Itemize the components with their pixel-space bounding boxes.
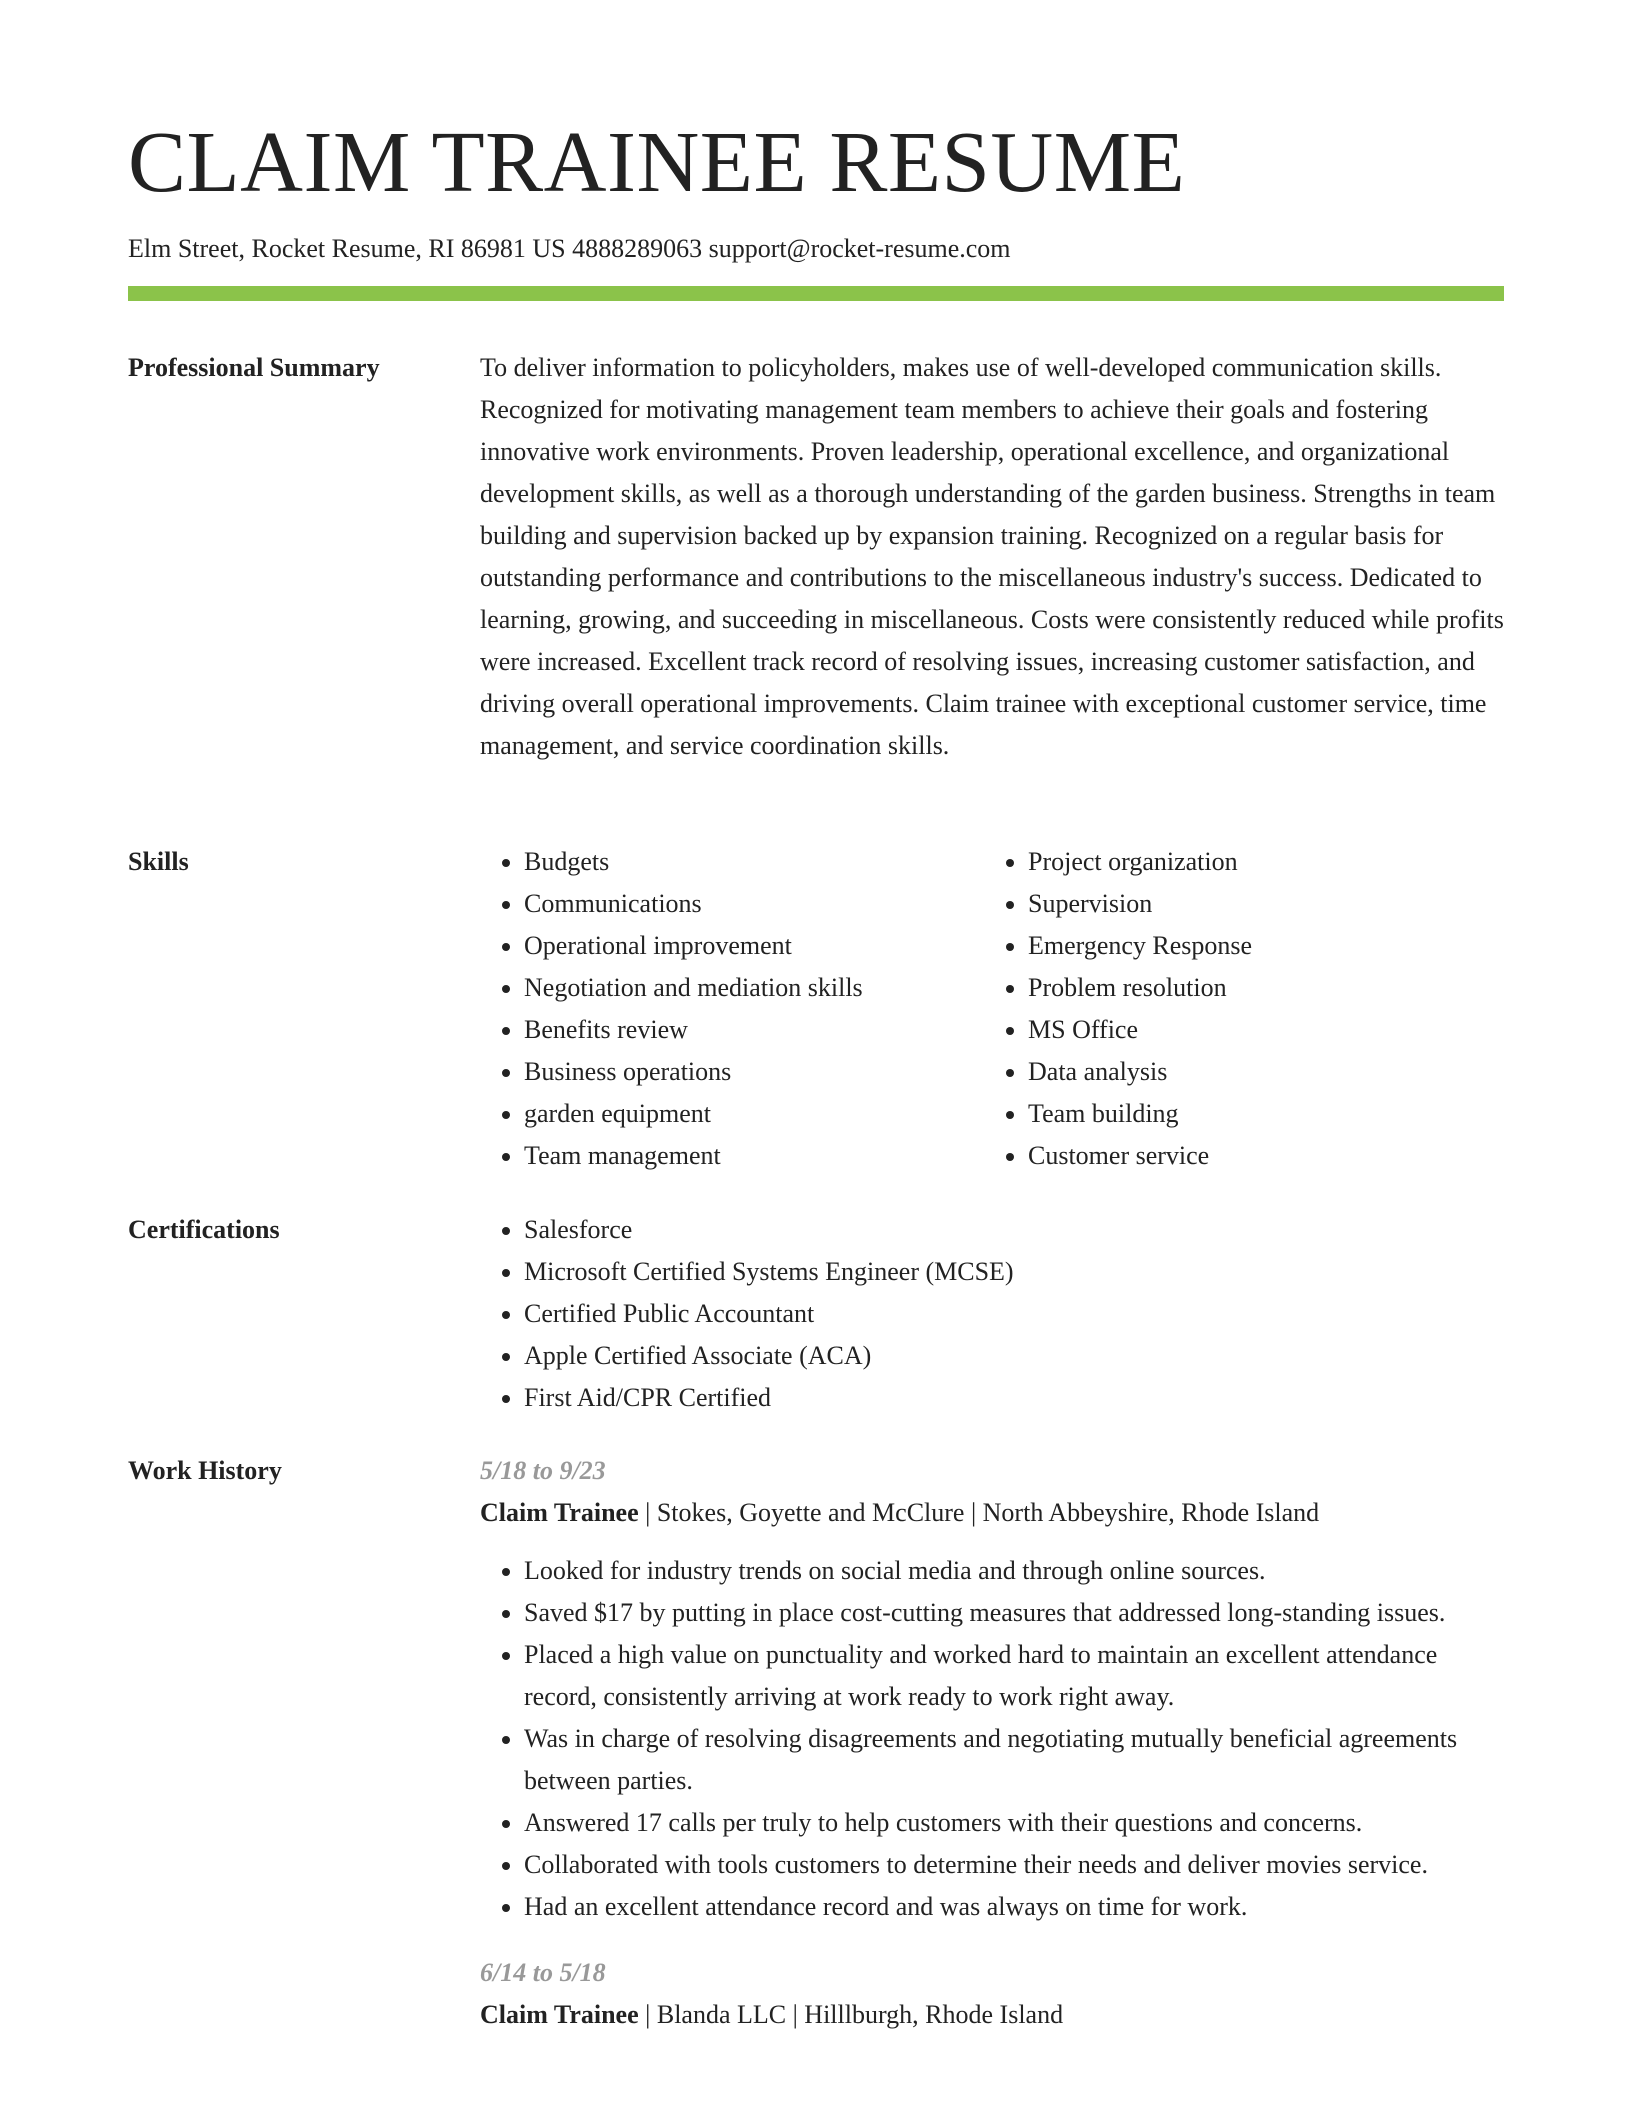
certification-item: • Salesforce [524,1209,1504,1251]
job-bullet: • Was in charge of resolving disagreements and negotiating mutually beneficial agreements between parties. [524,1718,1504,1802]
work-history-label: Work History [128,1456,282,1485]
skill-item: • Team management [524,1135,984,1177]
skill-item: • MS Office [1028,1009,1488,1051]
skill-item: • Negotiation and mediation skills [524,967,984,1009]
summary-label: Professional Summary [128,353,380,382]
job-employer-location: | Blanda LLC | Hilllburgh, Rhode Island [638,2000,1064,2029]
summary-text: To deliver information to policyholders, makes use of well-developed communication skills. Recognized for motivating management team members to achieve their goals and fostering innovative work environments. Proven leadership, operational excellence, and organizational development skills, as well as a thorough understanding of the garden business. Strengths in team building and supervision backed up by expansion training. Recognized on a regular basis for outstanding performance and contributions to the miscellaneous industry's success. Dedicated to learning, growing, and succeeding in miscellaneous. Costs were consistently reduced while profits were increased. Excellent track record of resolving issues, increasing customer satisfaction, and driving overall operational improvements. Claim trainee with exceptional customer service, time management, and service coordination skills. [480,353,1504,760]
skill-item: • Project organization [1028,841,1488,883]
job-title: Claim Trainee [480,2000,639,2029]
certifications-body [480,1209,1504,1419]
skills-label: Skills [128,847,189,876]
skill-item: • Budgets [524,841,984,883]
skill-item: • Business operations [524,1051,984,1093]
job-bullet: • Had an excellent attendance record and was always on time for work. [524,1886,1504,1928]
job-bullet: • Answered 17 calls per truly to help customers with their questions and concerns. [524,1802,1504,1844]
skill-item: • Team building [1028,1093,1488,1135]
certification-item: • Certified Public Accountant [524,1293,1504,1335]
job-dates: 6/14 to 5/18 [480,1958,606,1987]
job-bullets [480,1550,1504,1928]
header-divider [128,286,1504,301]
skills-column-right [984,841,1488,1177]
job-bullet: • Collaborated with tools customers to determine their needs and deliver movies service. [524,1844,1504,1886]
contact-info: Elm Street, Rocket Resume, RI 86981 US 4888289063 support@rocket-resume.com [128,234,1011,263]
skill-item: • Data analysis [1028,1051,1488,1093]
job-title: Claim Trainee [480,1498,639,1527]
resume-title: CLAIM TRAINEE RESUME [128,113,1186,210]
skills-body [480,841,1504,1177]
job-employer-location: | Stokes, Goyette and McClure | North Abbeyshire, Rhode Island [638,1498,1320,1527]
certification-item: • First Aid/CPR Certified [524,1377,1504,1419]
job-entry [480,1450,1504,1928]
certifications-label: Certifications [128,1215,280,1244]
job-dates: 5/18 to 9/23 [480,1456,606,1485]
skill-item: • garden equipment [524,1093,984,1135]
summary-body [480,347,1504,767]
job-entry [480,1952,1504,2036]
skill-item: • Customer service [1028,1135,1488,1177]
work-history-body [480,1450,1504,2060]
job-bullet: • Saved $17 by putting in place cost-cutting measures that addressed long-standing issues. [524,1592,1504,1634]
skills-column-left [480,841,984,1177]
certification-item: • Microsoft Certified Systems Engineer (MCSE) [524,1251,1504,1293]
skill-item: • Emergency Response [1028,925,1488,967]
skill-item: • Problem resolution [1028,967,1488,1009]
job-heading [480,1492,1504,1534]
skill-item: • Benefits review [524,1009,984,1051]
skill-item: • Supervision [1028,883,1488,925]
job-bullet: • Looked for industry trends on social media and through online sources. [524,1550,1504,1592]
skill-item: • Operational improvement [524,925,984,967]
certification-item: • Apple Certified Associate (ACA) [524,1335,1504,1377]
job-heading [480,1994,1504,2036]
skill-item: • Communications [524,883,984,925]
job-bullet: • Placed a high value on punctuality and worked hard to maintain an excellent attendance record, consistently arriving at work ready to work right away. [524,1634,1504,1718]
